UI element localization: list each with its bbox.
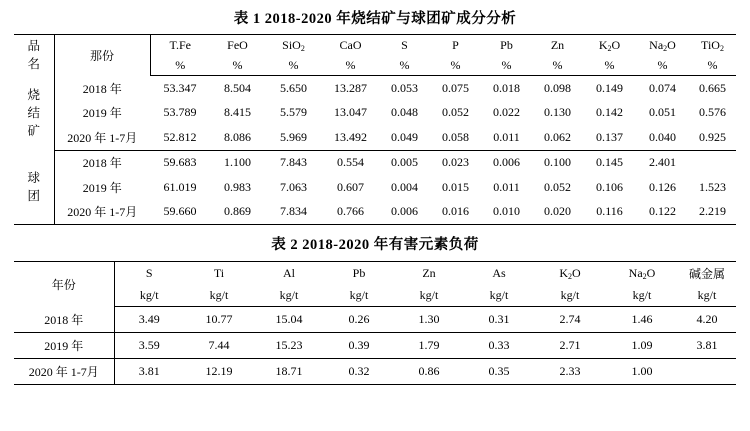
table1-cell: 13.287: [334, 80, 367, 95]
table1-cell: 0.607: [337, 179, 364, 194]
table1-col-unit-3: %: [322, 55, 379, 76]
table2-header-row-names: [14, 262, 736, 285]
table2-col-unit-2: kg/t: [254, 284, 324, 307]
table2-cell: 0.39: [324, 333, 394, 359]
table2-cell: 10.77: [184, 307, 254, 333]
table1-cell: 0.062: [532, 125, 583, 150]
table1-col-header-0: T.Fe: [169, 37, 191, 52]
table1-col-unit-10: %: [689, 55, 736, 76]
table1-col-unit-5: %: [430, 55, 481, 76]
table2-cell: 2.74: [534, 307, 606, 333]
table-composition-analysis: [14, 34, 736, 225]
table1-cell: 8.415: [224, 105, 251, 120]
table2-cell: 0.31: [464, 307, 534, 333]
table1-cell: 53.347: [163, 80, 197, 95]
table2-col-unit-5: kg/t: [464, 284, 534, 307]
table1-cell: 1.523: [699, 179, 726, 194]
table1-cell: 0.006: [391, 204, 418, 219]
table-row: [14, 200, 736, 225]
table1-cell: 2.401: [649, 155, 676, 170]
table2-cell: 3.49: [114, 307, 184, 333]
table1-col-header-3: CaO: [339, 37, 362, 52]
table2-row-year: 2019 年: [14, 333, 114, 359]
table1-row-year: 2019 年: [82, 180, 122, 195]
table1-cell: 0.051: [649, 105, 676, 120]
table2-col-unit-7: kg/t: [606, 284, 678, 307]
table-row: [14, 150, 736, 175]
table1-cell: 8.086: [210, 125, 265, 150]
table-row: [14, 125, 736, 150]
table2-col-unit-4: kg/t: [394, 284, 464, 307]
table1-cell: 0.022: [493, 105, 520, 120]
table2-cell: 1.46: [606, 307, 678, 333]
table1-cell: 0.576: [699, 105, 726, 120]
table2-col-header-2: Al: [283, 265, 295, 280]
table1-group-label-1: 球 团: [14, 150, 54, 225]
table1-cell: 0.126: [649, 179, 676, 194]
table1-group-label-0: 烧 结 矿: [14, 76, 54, 151]
table2-cell: 0.33: [464, 333, 534, 359]
table2-col-header-0: S: [145, 265, 153, 280]
table1-cell: 0.098: [544, 80, 571, 95]
table1-row-year: 2018 年: [82, 156, 122, 171]
table1-cell: 0.015: [442, 179, 469, 194]
table2-cell: 4.20: [678, 307, 736, 333]
table2-cell: 3.81: [678, 333, 736, 359]
table1-cell: 13.492: [322, 125, 379, 150]
table1-col-header-9: $Na_2O$: [649, 37, 676, 53]
table1-col-header-8: $K_2O$: [598, 37, 621, 53]
table2-cell: 18.71: [275, 364, 303, 378]
table1-cell: 7.063: [280, 179, 307, 194]
table2-cell: 2.33: [559, 364, 581, 378]
table1-col-header-5: P: [452, 37, 459, 52]
table2-col-unit-6: kg/t: [534, 284, 606, 307]
table1-cell: 0.011: [481, 125, 532, 150]
table1-cell: 5.969: [265, 125, 322, 150]
table2-cell: 12.19: [205, 364, 233, 378]
table1-cell: 0.554: [337, 155, 364, 170]
table1-col-unit-1: %: [210, 55, 265, 76]
table1-col-unit-0: %: [150, 55, 210, 76]
table1-cell: 0.040: [636, 125, 689, 150]
table2-col-unit-8: kg/t: [678, 284, 736, 307]
table1-cell: 0.122: [649, 204, 676, 219]
table1-col-header-1: FeO: [227, 37, 248, 52]
table1-col-unit-8: %: [583, 55, 636, 76]
table2-row-year: 2020 年 1-7月: [14, 359, 114, 385]
table1-cell: 0.925: [689, 125, 736, 150]
table2-col-header-5: As: [492, 265, 506, 280]
table2-col-unit-0: kg/t: [114, 284, 184, 307]
table1-cell: 0.074: [649, 80, 676, 95]
table2-col-header-4: Zn: [422, 265, 436, 280]
table1-cell: 7.834: [280, 204, 307, 219]
table2-row-year: 2018 年: [14, 307, 114, 333]
table2-cell: 1.00: [631, 364, 653, 378]
table1-col-unit-9: %: [636, 55, 689, 76]
table1-cell: 0.869: [224, 204, 251, 219]
table1-cell: 0.106: [596, 179, 623, 194]
table2-cell: 1.09: [606, 333, 678, 359]
table1-caption: 表 1 2018-2020 年烧结矿与球团矿成分分析: [233, 11, 517, 27]
table1-header-row-names: [14, 35, 736, 56]
table1-cell: 61.019: [163, 179, 197, 194]
table1-col-unit-7: %: [532, 55, 583, 76]
table1-cell: 0.766: [337, 204, 364, 219]
table2-cell: 0.86: [418, 364, 440, 378]
table1-col-unit-6: %: [481, 55, 532, 76]
table1-cell: 0.020: [544, 204, 571, 219]
table1-col-unit-2: %: [265, 55, 322, 76]
table1-row-year: 2019 年: [82, 106, 122, 121]
table1-cell: 13.047: [334, 105, 367, 120]
table1-cell: 0.137: [583, 125, 636, 150]
table2-cell: 3.59: [114, 333, 184, 359]
table1-year-header: 那份: [54, 35, 150, 76]
table1-cell: 0.053: [391, 80, 418, 95]
table1-cell: 52.812: [150, 125, 210, 150]
table1-cell: 0.005: [391, 155, 418, 170]
table2-col-unit-3: kg/t: [324, 284, 394, 307]
table2-cell: 7.44: [184, 333, 254, 359]
table1-col-header-4: S: [401, 37, 408, 52]
table1-cell: 0.006: [493, 155, 520, 170]
table2-col-header-7: $Na_2O$: [628, 265, 656, 281]
table1-col-header-6: Pb: [500, 37, 513, 52]
table1-cell: 0.142: [596, 105, 623, 120]
table2-col-header-6: $K_2O$: [559, 265, 581, 281]
table1-cell: 0.023: [442, 155, 469, 170]
table1-row-year: 2018 年: [82, 81, 122, 96]
table-row: [14, 175, 736, 200]
table1-cell: 8.504: [224, 80, 251, 95]
table1-cell: 0.145: [596, 155, 623, 170]
table-row: [14, 359, 736, 385]
table1-cell: 0.048: [391, 105, 418, 120]
table1-cell: 0.016: [442, 204, 469, 219]
table2-cell: 2.71: [534, 333, 606, 359]
table1-cell: 0.100: [544, 155, 571, 170]
table1-cell: 5.579: [280, 105, 307, 120]
table1-cell: 0.116: [596, 204, 623, 219]
table2-cell: 1.79: [394, 333, 464, 359]
table1-cell: 7.843: [280, 155, 307, 170]
table1-cell: 0.052: [442, 105, 469, 120]
table-row: [14, 76, 736, 101]
table2-header-row-units: [14, 284, 736, 307]
table1-col-unit-4: %: [379, 55, 430, 76]
table1-cell: 0.052: [544, 179, 571, 194]
table2-col-header-1: Ti: [213, 265, 225, 280]
table1-cell: 5.650: [280, 80, 307, 95]
table1-cell: 59.660: [163, 204, 197, 219]
table-row: [14, 101, 736, 126]
table-harmful-element-load: [14, 261, 736, 385]
table1-cell: 59.683: [163, 155, 197, 170]
table1-col-header-10: TiO$_2$: [701, 37, 724, 53]
table1-row-year: 2020 年 1-7月: [54, 125, 150, 150]
table1-cell: 0.004: [391, 179, 418, 194]
table2-caption: 表 2 2018-2020 年有害元素负荷: [271, 237, 479, 253]
table1-cell: 0.058: [430, 125, 481, 150]
table1-col-header-7: Zn: [550, 37, 565, 52]
table2-cell: 15.04: [254, 307, 324, 333]
table2-cell: 15.23: [254, 333, 324, 359]
table1-cell: 0.665: [699, 80, 726, 95]
table1-cell: 0.010: [493, 204, 520, 219]
table2-cell: 3.81: [138, 364, 160, 378]
table1-col-header-2: SiO$_2$: [282, 37, 305, 53]
table2-rowlabel-header: 年份: [14, 262, 114, 307]
table-row: [14, 307, 736, 333]
table1-cell: 0.049: [379, 125, 430, 150]
table2-col-header-8: 碱金属: [688, 266, 725, 281]
table1-rowlabel-header: 品 名: [14, 35, 54, 76]
table2-col-unit-1: kg/t: [184, 284, 254, 307]
table1-cell: 2.219: [699, 204, 726, 219]
table2-cell: 0.26: [324, 307, 394, 333]
table2-cell: 1.30: [394, 307, 464, 333]
table1-cell: 0.149: [596, 80, 623, 95]
table2-cell: 0.32: [348, 364, 370, 378]
table1-cell: 1.100: [224, 155, 251, 170]
table1-cell: 0.011: [493, 179, 520, 194]
table1-cell: 0.075: [442, 80, 469, 95]
table2-cell: 0.35: [488, 364, 510, 378]
table1-cell: [689, 150, 736, 175]
table-row: [14, 333, 736, 359]
table1-cell: 0.018: [493, 80, 520, 95]
table2-col-header-3: Pb: [352, 265, 366, 280]
table1-row-year: 2020 年 1-7月: [67, 205, 138, 220]
table1-cell: 0.130: [544, 105, 571, 120]
table2-cell: [678, 359, 736, 385]
table1-cell: 0.983: [224, 179, 251, 194]
table1-cell: 53.789: [163, 105, 197, 120]
